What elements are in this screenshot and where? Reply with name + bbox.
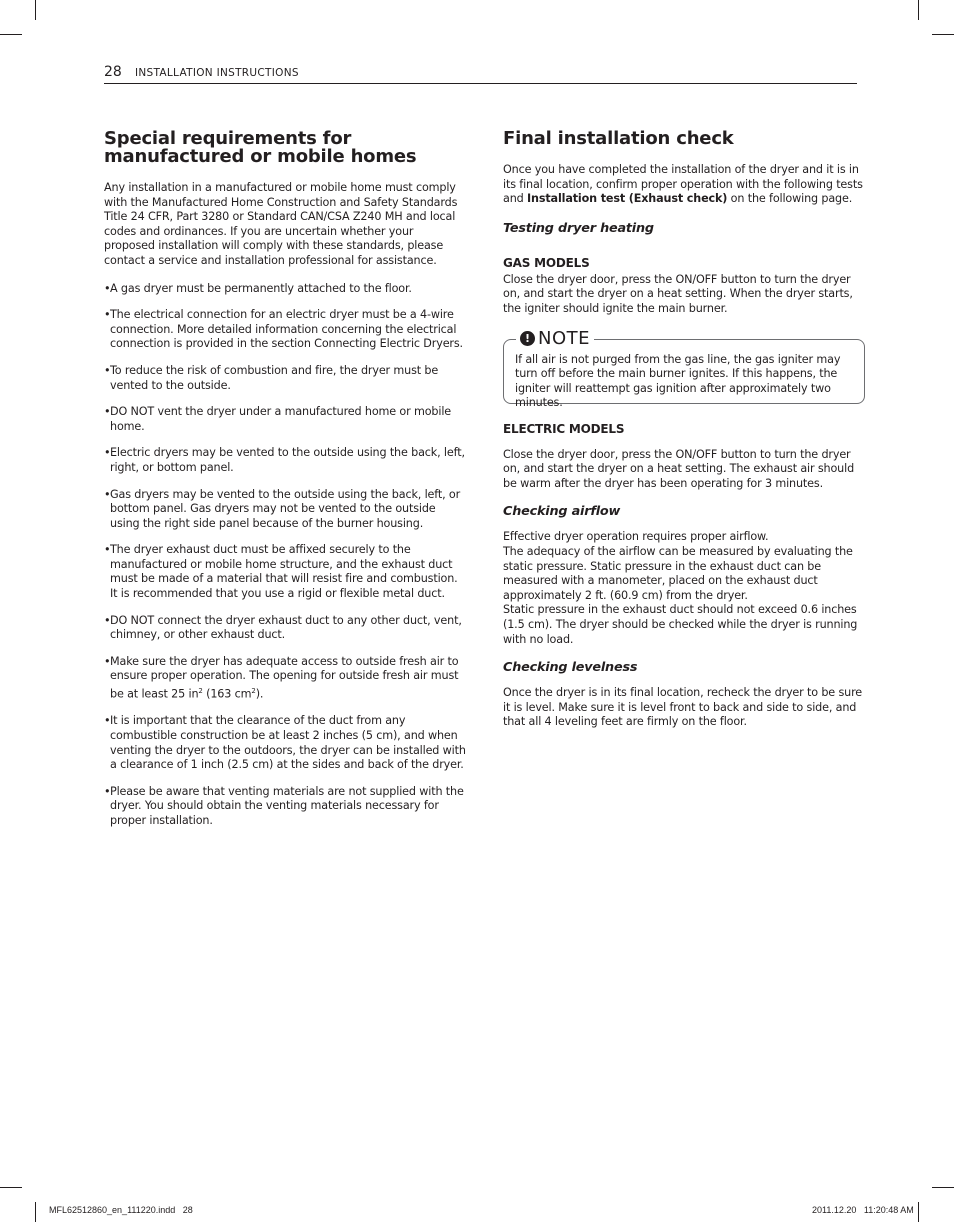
note-header [516,329,594,349]
crop-mark [932,1187,954,1188]
list-item: • DO NOT connect the dryer exhaust duct to any other duct, vent, chimney, or other exhaust duct. [104,613,462,642]
airflow-heading: Checking airflow [503,504,621,520]
left-column [104,130,466,841]
crop-mark [0,1187,22,1188]
crop-mark [932,34,954,35]
right-intro: Once you have completed the installation of the dryer and it is in its final location, confirm proper operation with the following tests and Installation test (Exhaust check) on the following page. [503,163,863,206]
crop-mark [35,0,36,20]
airflow-text: Effective dryer operation requires proper airflow. The adequacy of the airflow can be measured by evaluating the static pressure. Static pressure in the exhaust duct can be measured with a manometer, placed on the exhaust duct approximately 2 ft. (60.9 cm) from the dryer. Static pressure in the exhaust duct should not exceed 0.6 inches (1.5 cm). The dryer should be checked while the dryer is running with no load. [503,530,858,646]
note-title: NOTE [538,327,591,349]
crop-mark [918,0,919,20]
page-header [104,64,857,84]
section-label: INSTALLATION INSTRUCTIONS [135,67,299,79]
list-item: • DO NOT vent the dryer under a manufactured home or mobile home. [104,405,452,433]
crop-mark [35,1202,36,1222]
electric-models-heading: ELECTRIC MODELS [503,421,625,436]
list-item: • To reduce the risk of combustion and fire, the dryer must be vented to the outside. [104,363,439,392]
gas-models-text: Close the dryer door, press the ON/OFF button to turn the dryer on, and start the dryer on a heat setting. When the dryer starts, the igniter should ignite the main burner. [503,272,853,315]
list-item: • Please be aware that venting materials are not supplied with the dryer. You should obtain the venting materials necessary for proper installation. [104,784,464,827]
list-item: • Gas dryers may be vented to the outside using the back, left, or bottom panel. Gas dryers may not be vented to the outside using the right side panel because of the burner housing. [104,487,461,530]
levelness-heading: Checking levelness [503,660,638,676]
gas-models-heading: GAS MODELS [503,255,590,270]
left-intro: Any installation in a manufactured or mobile home must comply with the Manufactured Home Construction and Safety Standards Title 24 CFR, Part 3280 or Standard CAN/CSA Z240 MH and local codes and ordinances. If you are uncertain whether your proposed installation will comply with these standards, please contact a service and installation professional for assistance. [104,181,458,267]
list-item: • A gas dryer must be permanently attached to the floor. [104,281,412,295]
note-box [503,327,865,410]
testing-heading: Testing dryer heating [503,220,654,236]
crop-mark [918,1202,919,1222]
crop-mark [0,34,22,35]
list-item: • The electrical connection for an electric dryer must be a 4-wire connection. More detailed information concerning the electrical connection is provided in the section Connecting Electric Dryers. [104,308,463,351]
right-column [503,130,865,730]
list-item: • Electric dryers may be vented to the outside using the back, left, right, or bottom panel. [104,446,465,474]
footer-timestamp: 2011.12.20 11:20:48 AM [812,1205,914,1215]
electric-models-text: Close the dryer door, press the ON/OFF button to turn the dryer on, and start the dryer on a heat setting. The exhaust air should be warm after the dryer has been operating for 3 minutes. [503,447,855,490]
list-item: • Make sure the dryer has adequate access to outside fresh air to ensure proper operation. The opening for outside fresh air must be at least 25 $in^2$ (163 $cm^2$). [104,654,459,701]
exclamation-icon: ! [520,331,535,346]
footer-file: MFL62512860_en_111220.indd 28 [49,1205,193,1215]
left-section-title: Special requirements for manufactured or mobile homes [104,128,417,167]
page-number: 28 [104,64,122,80]
right-section-title: Final installation check [503,128,734,149]
list-item: • It is important that the clearance of the duct from any combustible construction be at least 2 inches (5 cm), and when venting the dryer to the outdoors, the dryer can be installed with a clearance of 1 inch (2.5 cm) at the sides and back of the dryer. [104,714,466,772]
requirements-list [104,282,466,829]
levelness-text: Once the dryer is in its final location, recheck the dryer to be sure it is level. Make sure it is level front to back and side to side, and that all 4 leveling feet are firmly on the floor. [503,686,863,729]
list-item: • The dryer exhaust duct must be affixed securely to the manufactured or mobile home structure, and the exhaust duct must be made of a material that will resist fire and combustion. It is recommended that you use a rigid or flexible metal duct. [104,543,458,601]
note-text: If all air is not purged from the gas line, the gas igniter may turn off before the main burner ignites. If this happens, the igniter will reattempt gas ignition after approximately two minutes. [515,352,841,410]
